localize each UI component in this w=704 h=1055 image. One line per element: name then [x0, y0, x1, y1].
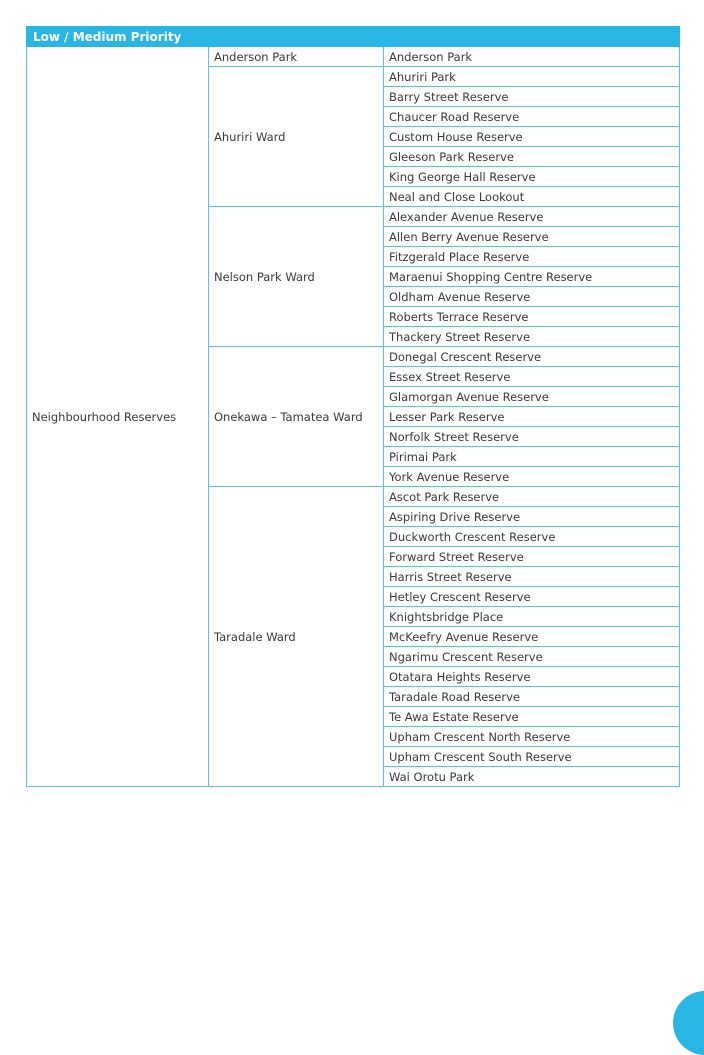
reserve-cell: McKeefry Avenue Reserve: [384, 627, 680, 647]
reserve-cell: Maraenui Shopping Centre Reserve: [384, 267, 680, 287]
reserve-cell: Knightsbridge Place: [384, 607, 680, 627]
reserve-cell: Oldham Avenue Reserve: [384, 287, 680, 307]
table-row: [27, 47, 680, 67]
ward-cell: Anderson Park: [209, 47, 384, 67]
reserve-cell: Neal and Close Lookout: [384, 187, 680, 207]
ward-cell: Nelson Park Ward: [209, 207, 384, 347]
reserve-cell: Alexander Avenue Reserve: [384, 207, 680, 227]
reserve-cell: Lesser Park Reserve: [384, 407, 680, 427]
priority-table: [26, 26, 680, 787]
ward-cell: Ahuriri Ward: [209, 67, 384, 207]
reserve-cell: Chaucer Road Reserve: [384, 107, 680, 127]
reserve-cell: Taradale Road Reserve: [384, 687, 680, 707]
table-header: Low / Medium Priority: [27, 27, 680, 47]
table-header-row: [27, 27, 680, 47]
reserve-cell: Essex Street Reserve: [384, 367, 680, 387]
reserve-cell: Aspiring Drive Reserve: [384, 507, 680, 527]
ward-cell: Onekawa – Tamatea Ward: [209, 347, 384, 487]
reserve-cell: Donegal Crescent Reserve: [384, 347, 680, 367]
reserve-cell: Ascot Park Reserve: [384, 487, 680, 507]
reserve-cell: Forward Street Reserve: [384, 547, 680, 567]
category-cell: Neighbourhood Reserves: [27, 47, 209, 787]
reserve-cell: York Avenue Reserve: [384, 467, 680, 487]
reserve-cell: Custom House Reserve: [384, 127, 680, 147]
reserve-cell: Harris Street Reserve: [384, 567, 680, 587]
reserve-cell: Roberts Terrace Reserve: [384, 307, 680, 327]
reserve-cell: Norfolk Street Reserve: [384, 427, 680, 447]
reserve-cell: Anderson Park: [384, 47, 680, 67]
reserve-cell: Upham Crescent South Reserve: [384, 747, 680, 767]
reserve-cell: Otatara Heights Reserve: [384, 667, 680, 687]
reserve-cell: Pirimai Park: [384, 447, 680, 467]
reserve-cell: Duckworth Crescent Reserve: [384, 527, 680, 547]
reserve-cell: Ngarimu Crescent Reserve: [384, 647, 680, 667]
reserve-cell: Glamorgan Avenue Reserve: [384, 387, 680, 407]
reserve-cell: Barry Street Reserve: [384, 87, 680, 107]
page-number-tab: [673, 991, 704, 1055]
reserve-cell: Allen Berry Avenue Reserve: [384, 227, 680, 247]
reserve-cell: Ahuriri Park: [384, 67, 680, 87]
reserve-cell: Upham Crescent North Reserve: [384, 727, 680, 747]
reserve-cell: Te Awa Estate Reserve: [384, 707, 680, 727]
reserve-cell: Hetley Crescent Reserve: [384, 587, 680, 607]
reserve-cell: King George Hall Reserve: [384, 167, 680, 187]
reserve-cell: Fitzgerald Place Reserve: [384, 247, 680, 267]
reserve-cell: Thackery Street Reserve: [384, 327, 680, 347]
ward-cell: Taradale Ward: [209, 487, 384, 787]
reserve-cell: Gleeson Park Reserve: [384, 147, 680, 167]
reserve-cell: Wai Orotu Park: [384, 767, 680, 787]
table-body: [27, 47, 680, 787]
